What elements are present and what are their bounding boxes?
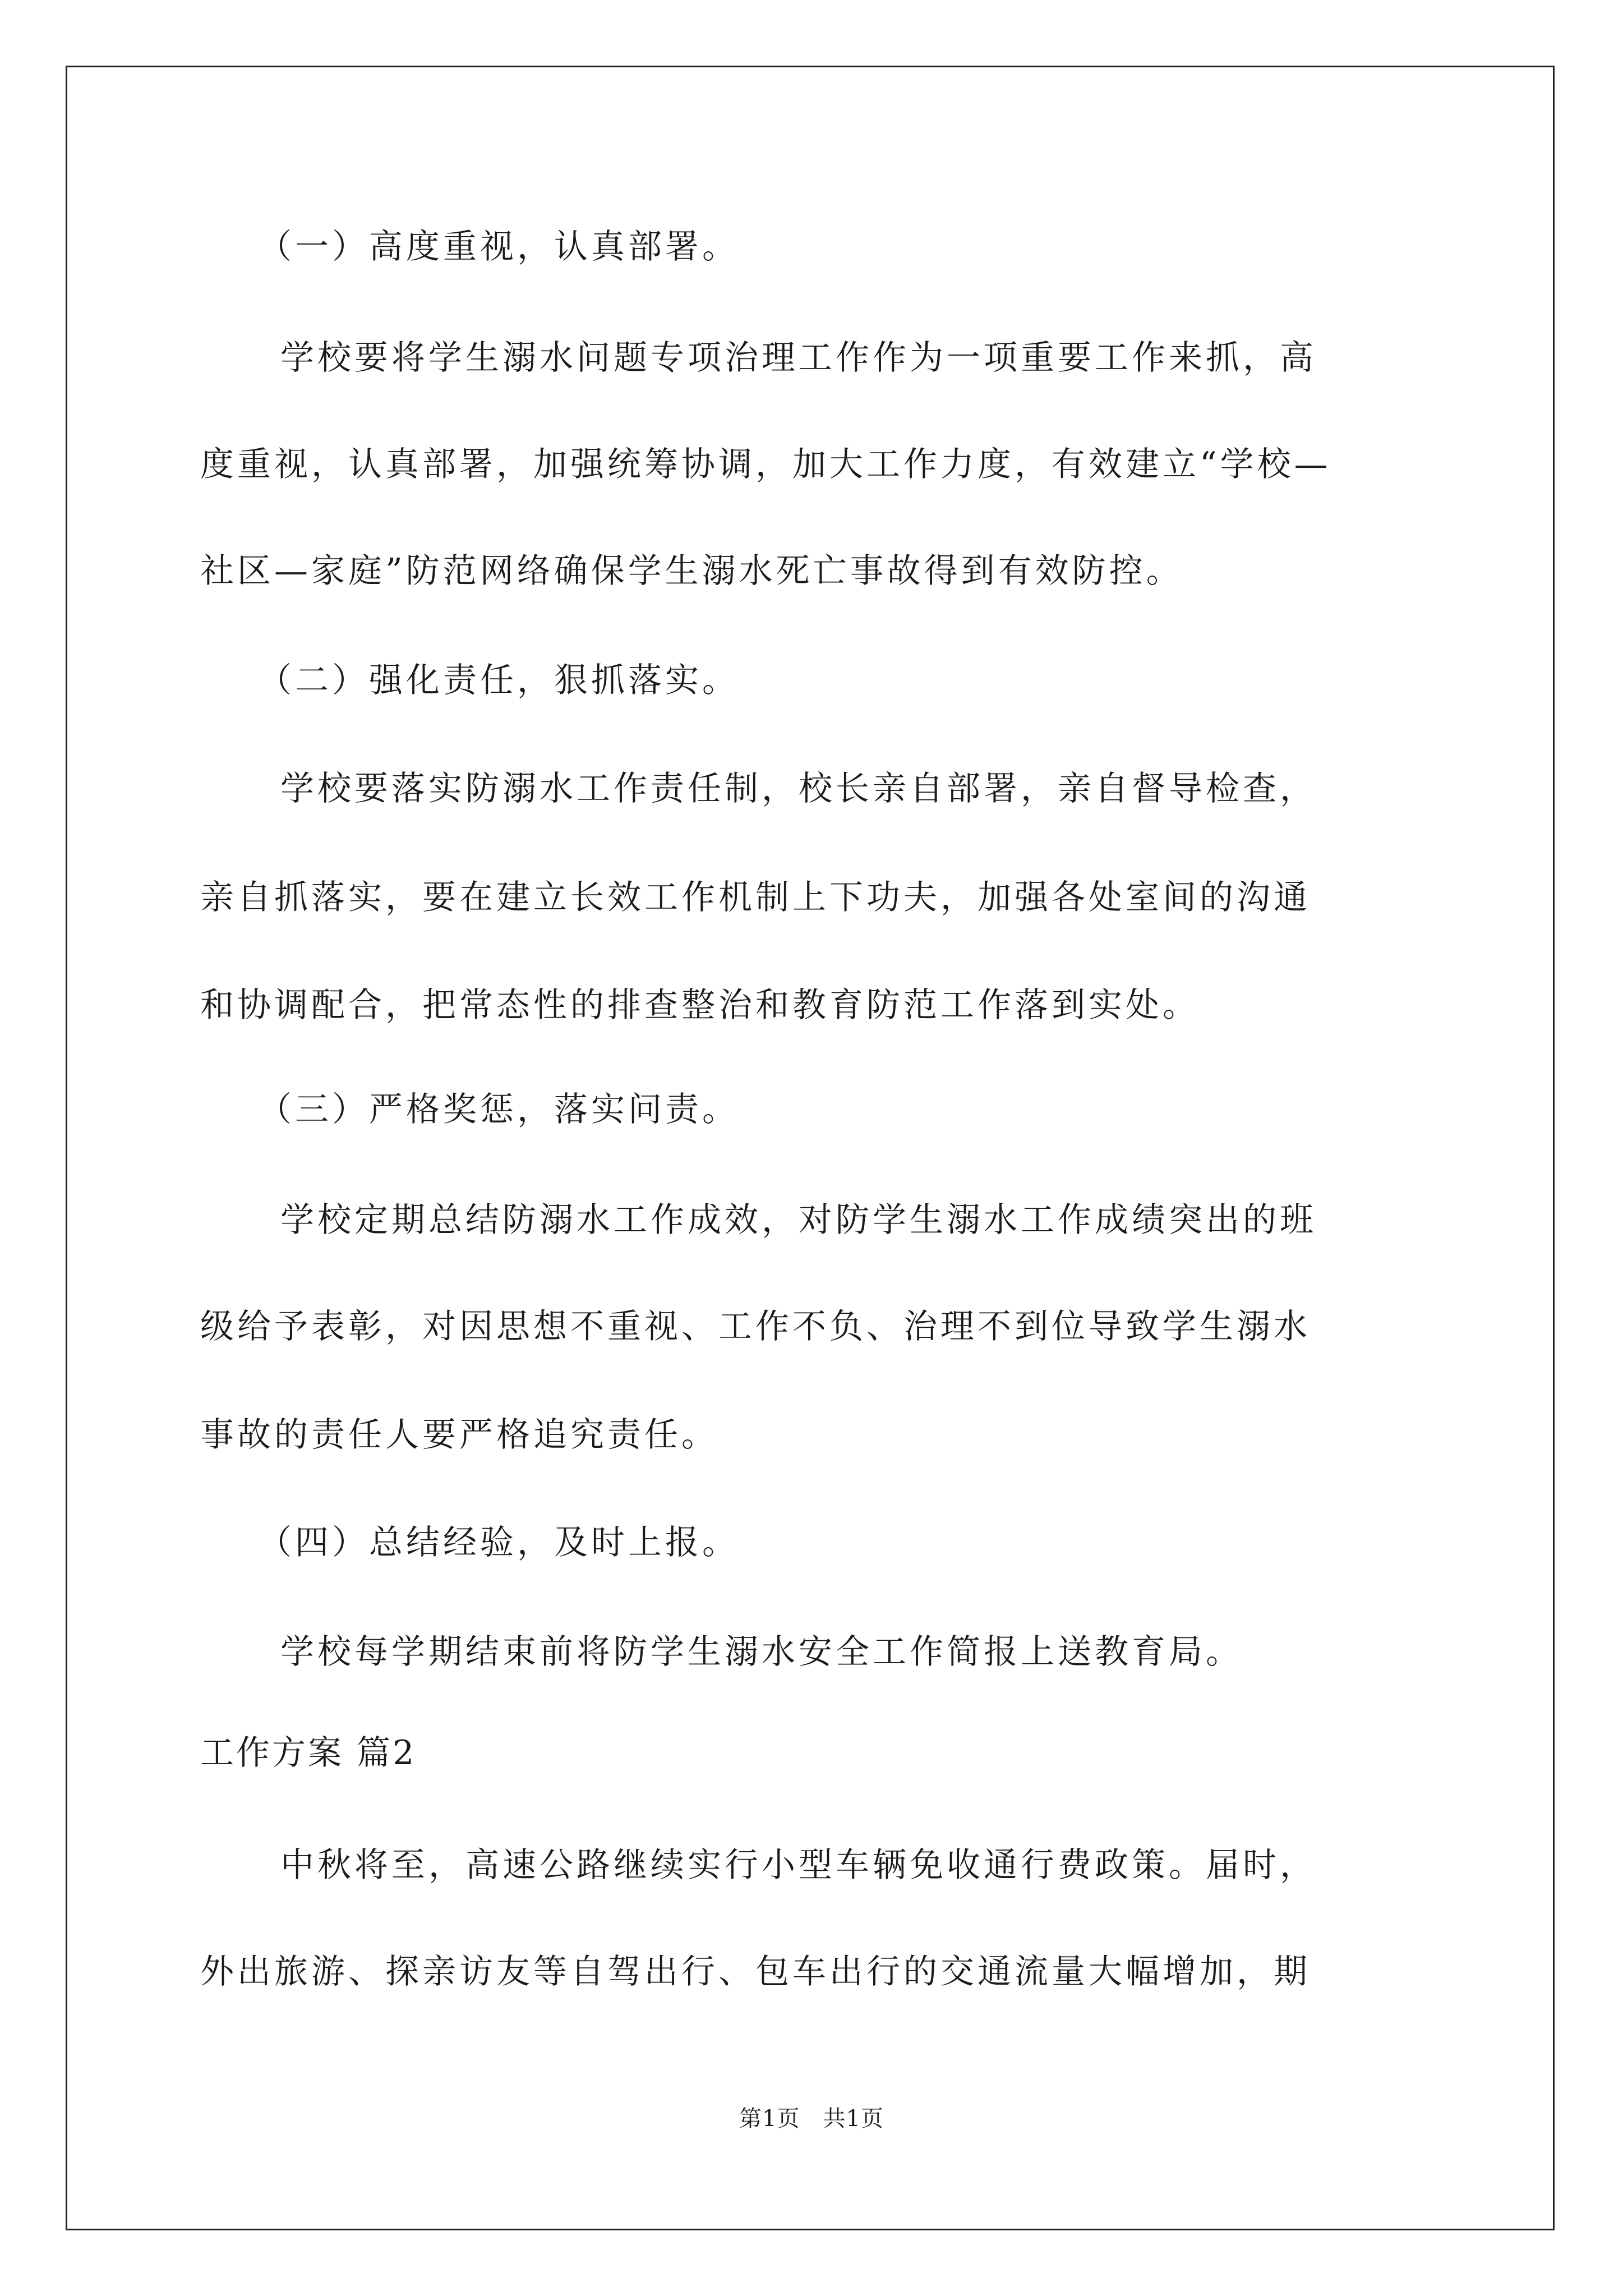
paragraph-line: 学校定期总结防溺水工作成效，对防学生溺水工作成绩突出的班 [280, 1200, 1317, 1240]
paragraph-line: 学校每学期结束前将防学生溺水安全工作简报上送教育局。 [280, 1632, 1243, 1672]
paragraph-line: 学校要将学生溺水问题专项治理工作作为一项重要工作来抓，高 [280, 338, 1317, 378]
paragraph-line: 社区—家庭”防范网络确保学生溺水死亡事故得到有效防控。 [200, 551, 1183, 591]
section-heading-4: （四）总结经验，及时上报。 [258, 1523, 739, 1562]
paragraph-line: 中秋将至，高速公路继续实行小型车辆免收通行费政策。届时， [280, 1846, 1317, 1885]
section-heading-2: （二）强化责任，狠抓落实。 [258, 661, 739, 700]
section-heading-3: （三）严格奖惩，落实问责。 [258, 1090, 739, 1129]
paragraph-line: 学校要落实防溺水工作责任制，校长亲自部署，亲自督导检查， [280, 769, 1317, 808]
paragraph-line: 事故的责任人要严格追究责任。 [200, 1415, 718, 1455]
paragraph-line: 级给予表彰，对因思想不重视、工作不负、治理不到位导致学生溺水 [200, 1307, 1311, 1346]
page-border [66, 66, 1555, 2230]
paragraph-line: 度重视，认真部署，加强统筹协调，加大工作力度，有效建立“学校— [200, 445, 1331, 484]
paragraph-line: 和协调配合，把常态性的排查整治和教育防范工作落到实处。 [200, 986, 1200, 1025]
paragraph-line: 外出旅游、探亲访友等自驾出行、包车出行的交通流量大幅增加，期 [200, 1952, 1311, 1991]
section-heading-1: （一）高度重视，认真部署。 [258, 227, 739, 266]
page-footer: 第1页 共1页 [739, 2106, 884, 2132]
section-title: 工作方案 篇2 [200, 1733, 417, 1773]
paragraph-line: 亲自抓落实，要在建立长效工作机制上下功夫，加强各处室间的沟通 [200, 878, 1311, 917]
